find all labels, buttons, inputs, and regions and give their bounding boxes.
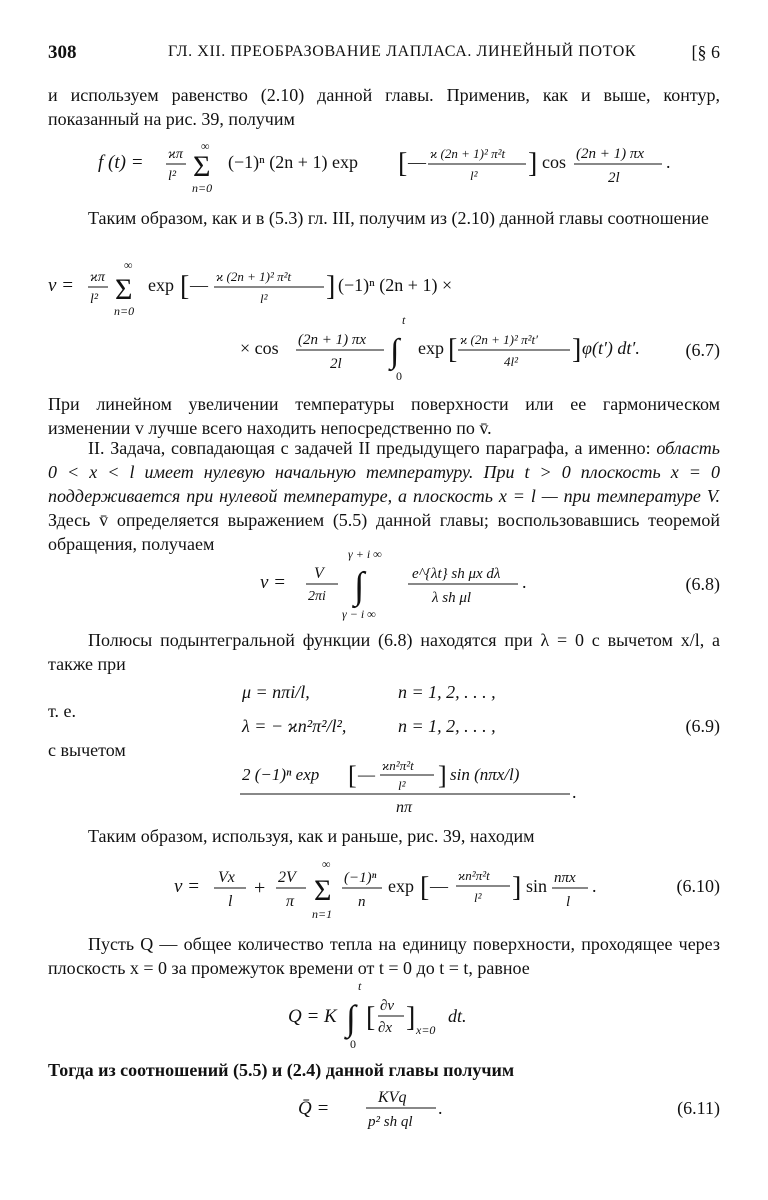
eq-67-lhs: v = [48, 275, 75, 296]
eq-67-sigma: Σ [115, 273, 133, 306]
eq-610-f2-den: π [286, 893, 295, 910]
eq-67-exp-den: l² [260, 291, 268, 306]
equation-q-svg [48, 979, 648, 1052]
eq-68-den: λ sh μl [432, 590, 472, 606]
eq-res-rbrack: ] [438, 761, 447, 790]
eq-67b-rbrack: ] [572, 334, 582, 365]
eq-q-rbrack: ] [406, 1002, 416, 1033]
eq-lambda: λ = − ϰn²π²/l², [242, 716, 347, 736]
eq-f-sum-sub: n=0 [192, 181, 213, 195]
chapter-title: ГЛ. XII. ПРЕОБРАЗОВАНИЕ ЛАПЛАСА. ЛИНЕЙНЫЙ ПОТОК [168, 43, 637, 60]
paragraph-4 [48, 436, 720, 556]
equation-6-7-line2-svg [48, 313, 648, 384]
eq-q-int-sub: 0 [350, 1037, 356, 1051]
eq-n-2: n = 1, 2, . . . , [398, 716, 496, 736]
paragraph-2: Таким образом, как и в (5.3) гл. III, получим из (2.10) данной главы соотношение [88, 208, 709, 228]
eq-67-tail: (−1)ⁿ (2n + 1) × [338, 275, 453, 295]
eq-q-int-sup: t [358, 979, 362, 993]
running-header [48, 42, 720, 66]
label-vychetom: с вычетом [48, 740, 126, 760]
eq-res-exp-den: l² [398, 778, 406, 793]
equation-mu-line [48, 682, 720, 706]
equation-6-10 [48, 856, 720, 922]
page-number: 308 [48, 42, 77, 63]
eq-67b-int-sub: 0 [396, 369, 402, 383]
eq-67b-cos: × cos [240, 338, 279, 358]
equation-6-8 [48, 547, 720, 621]
eq-res-sin: sin (nπx/l) [450, 765, 520, 784]
eq-67b-exp: exp [418, 338, 444, 358]
equation-6-10-svg [48, 856, 648, 922]
eq-610-f3-den: n [358, 894, 366, 910]
paragraph-5: Полюсы подынтегральной функции (6.8) находятся при λ = 0 с вычетом x/l, а также при [48, 630, 720, 674]
eq-q-d-num: ∂v [380, 998, 395, 1014]
equation-residue [48, 752, 720, 814]
eq-67-sum-sub: n=0 [114, 304, 135, 318]
equation-6-7-line1 [48, 257, 720, 319]
eq-f-cos-den: 2l [608, 170, 620, 186]
eq-610-sigma: Σ [314, 874, 332, 907]
equation-q [48, 979, 720, 1052]
eq-res-num: 2 (−1)ⁿ exp [242, 765, 320, 784]
eq-67-rbrack: ] [326, 271, 336, 302]
eq-610-minus: — [430, 876, 448, 896]
paragraph-7: Пусть Q — общее количество тепла на единицу поверхности, проходящее через плоскость x = 0 за промежуток времени от t = 0 до t = t, равное [48, 934, 720, 978]
eq-q-integral: ∫ [346, 998, 356, 1038]
paragraph-3: При линейном увеличении температуры поверхности или ее гармоническом изменении v лучше всего находить непосредственно по v̄. [48, 394, 720, 438]
equation-number-6-8: (6.8) [685, 574, 720, 594]
eq-68-period: . [522, 572, 527, 592]
eq-67b-int-sup: t [402, 313, 406, 327]
eq-611-num: KVq [378, 1089, 407, 1106]
eq-f-frac-num: ϰπ [168, 147, 183, 162]
eq-mu: μ = nπi/l, [242, 682, 310, 702]
paragraph-6: Таким образом, используя, как и раньше, рис. 39, находим [88, 826, 535, 846]
eq-f-exp-num: ϰ (2n + 1)² π²t [430, 146, 506, 161]
eq-q-lhs: Q = K [288, 1006, 337, 1027]
eq-67-sum-sup: ∞ [124, 258, 133, 272]
eq-610-sin-num: nπx [554, 870, 576, 886]
eq-611-lhs: Q̄ = [298, 1098, 330, 1119]
eq-611-period: . [438, 1098, 443, 1118]
eq-68-num: e^{λt} sh μx dλ [412, 566, 501, 582]
eq-610-f1-den: l [228, 893, 233, 910]
equation-number-6-10: (6.10) [676, 876, 720, 896]
eq-f-sum-sup: ∞ [201, 139, 210, 153]
eq-res-period: . [572, 782, 577, 802]
section-mark: [§ 6 [691, 42, 720, 62]
eq-q-lbrack: [ [366, 1002, 376, 1033]
eq-610-sum-sub: n=1 [312, 907, 333, 921]
equation-6-8-svg [48, 547, 648, 621]
eq-67-minus: — [190, 275, 208, 295]
eq-f-exp-den: l² [470, 168, 478, 183]
eq-67-exp-num: ϰ (2n + 1)² π²t [216, 269, 292, 284]
eq-f-sigma: Σ [193, 150, 211, 183]
eq-610-lhs: v = [174, 876, 201, 897]
eq-610-sin: sin [526, 876, 548, 896]
equation-number-6-9: (6.9) [685, 716, 720, 736]
eq-q-dt: dt. [448, 1006, 467, 1026]
eq-611-den: p² sh ql [368, 1114, 413, 1130]
eq-610-sum-sup: ∞ [322, 857, 331, 871]
eq-67b-exp-num: ϰ (2n + 1)² π²t′ [460, 332, 538, 347]
eq-610-f1-num: Vx [218, 869, 235, 886]
eq-f-lbrack: [ [398, 148, 408, 179]
eq-610-plus: + [254, 877, 266, 899]
paragraph-8: Тогда из соотношений (5.5) и (2.4) данной главы получим [48, 1060, 515, 1080]
eq-f-rbrack: ] [528, 148, 538, 179]
eq-67b-cos-num: (2n + 1) πx [298, 332, 367, 348]
eq-res-exp-num: ϰn²π²t [382, 758, 414, 773]
eq-610-sin-den: l [566, 894, 571, 910]
eq-68-frac-num: V [314, 565, 324, 582]
equation-number-6-7: (6.7) [685, 340, 720, 360]
eq-f-lhs: f (t) = [98, 152, 144, 173]
paragraph-4-lead: II. Задача, совпадающая с задачей II предыдущего параграфа, а именно: [88, 438, 651, 458]
eq-n-1: n = 1, 2, . . . , [398, 682, 496, 702]
eq-610-period: . [592, 876, 597, 896]
eq-68-int-sub: γ − i ∞ [342, 607, 376, 621]
eq-67-lbrack: [ [180, 271, 190, 302]
eq-68-integral: ∫ [354, 565, 365, 607]
eq-res-minus: — [358, 765, 375, 784]
paragraph-4-tail: Здесь v̄ определяется выражением (5.5) данной главы; воспользовавшись теоремой обращения, получаем [48, 510, 720, 554]
eq-610-rbrack: ] [512, 872, 522, 903]
eq-67b-lbrack: [ [448, 334, 458, 365]
eq-res-den: nπ [396, 799, 413, 816]
eq-610-exp: exp [388, 876, 414, 896]
eq-67b-integral: ∫ [390, 333, 400, 370]
eq-67-frac-num: ϰπ [90, 270, 105, 285]
eq-610-exp-den: l² [474, 890, 482, 905]
eq-q-d-den: ∂x [378, 1020, 393, 1036]
equation-f [48, 138, 720, 194]
eq-610-lbrack: [ [420, 872, 430, 903]
equation-lambda-line [48, 716, 720, 742]
eq-f-cos-num: (2n + 1) πx [576, 146, 645, 162]
eq-68-int-sup: γ + i ∞ [348, 547, 382, 561]
equation-residue-svg [48, 752, 648, 814]
paragraph-4-italic: область 0 < x < l имеет нулевую начальную температуру. При t > 0 плоскость x = 0 поддерживается при нулевой температуре, а плоскость x = l — при температуре V. [48, 438, 720, 506]
eq-610-f3-num: (−1)ⁿ [344, 870, 377, 886]
label-te: т. е. [48, 701, 77, 721]
equation-f-svg [48, 138, 720, 198]
eq-610-f2-num: 2V [278, 869, 296, 886]
eq-res-lbrack: [ [348, 761, 357, 790]
eq-67-frac-den: l² [90, 292, 99, 307]
eq-q-sub: x=0 [416, 1023, 436, 1037]
equation-6-7-line1-svg [48, 257, 720, 319]
equation-6-11 [48, 1080, 720, 1136]
eq-f-period: . [666, 152, 671, 172]
equation-6-11-svg [48, 1080, 648, 1136]
eq-f-body: (−1)ⁿ (2n + 1) exp [228, 152, 358, 172]
equation-number-6-11: (6.11) [677, 1098, 720, 1118]
eq-f-minus: — [408, 152, 426, 172]
paragraph-1: и используем равенство (2.10) данной главы. Применив, как и выше, контур, показанный на рис. 39, получим [48, 85, 720, 129]
eq-67-exp: exp [148, 275, 174, 295]
eq-68-frac-den: 2πi [308, 589, 326, 604]
eq-68-lhs: v = [260, 572, 287, 593]
eq-67b-exp-den: 4l² [504, 354, 519, 369]
eq-610-exp-num: ϰn²π²t [458, 868, 490, 883]
eq-f-cos: cos [542, 152, 566, 172]
eq-f-frac-den: l² [168, 169, 177, 184]
equation-6-7-line2 [48, 313, 720, 384]
eq-67b-tail: φ(t′) dt′. [582, 338, 640, 358]
eq-67b-cos-den: 2l [330, 356, 342, 372]
